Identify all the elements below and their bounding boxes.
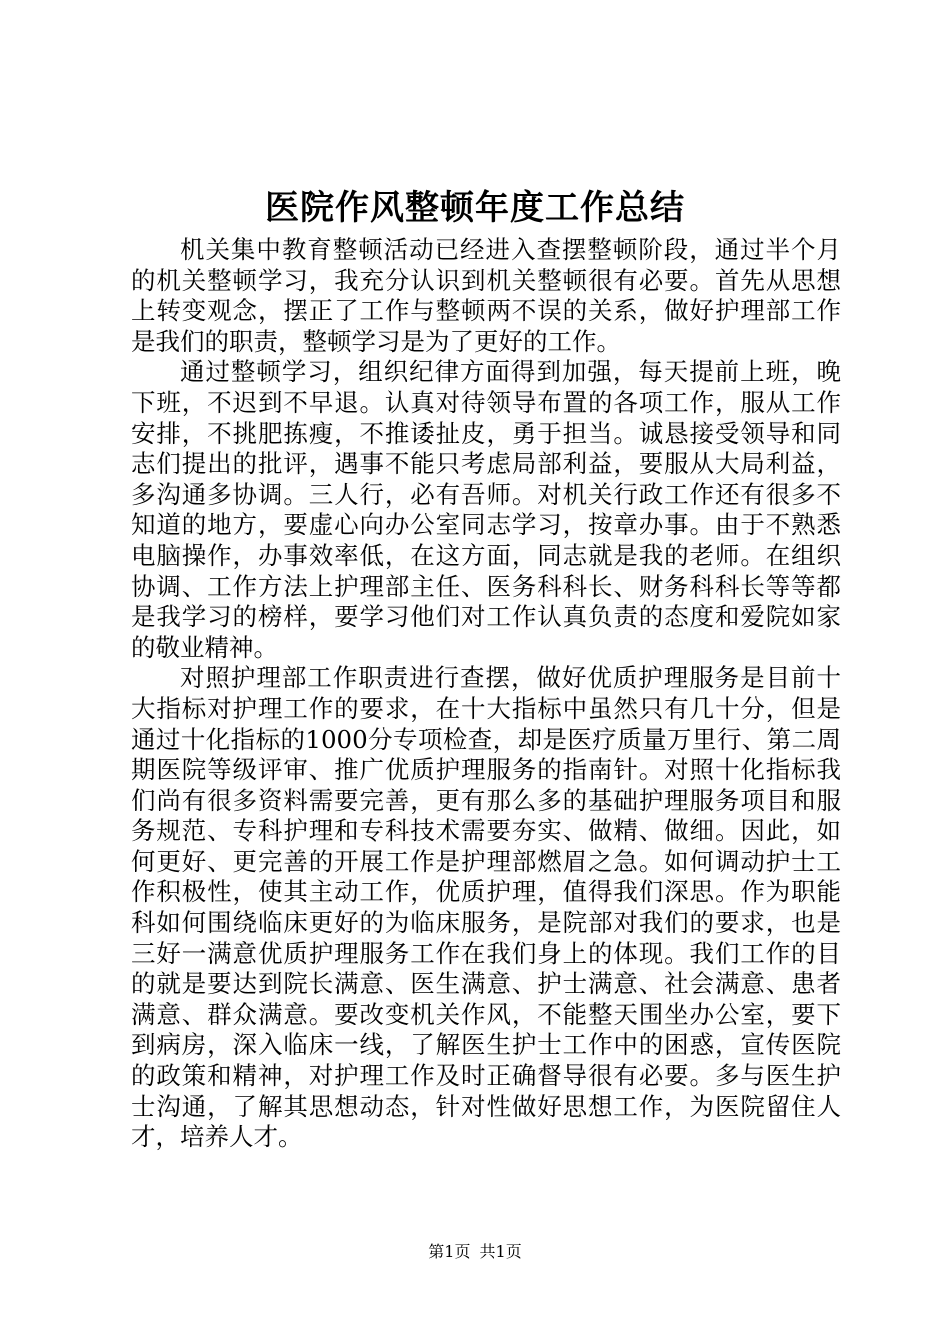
document-title: 医院作风整顿年度工作总结 xyxy=(265,188,685,228)
page-number: 第1页 xyxy=(428,1242,471,1261)
page-total: 共1页 xyxy=(479,1242,522,1261)
document-body xyxy=(131,235,841,1153)
paragraph-2: 通过整顿学习，组织纪律方面得到加强，每天提前上班，晚下班，不迟到不早退。认真对待领导布置的各项工作，服从工作安排，不挑肥拣瘦，不推诿扯皮，勇于担当。诚恳接受领导和同志们提出的批评，遇事不能只考虑局部利益，要服从大局利益，多沟通多协调。三人行，必有吾师。对机关行政工作还有很多不知道的地方，要虚心向办公室同志学习，按章办事。由于不熟悉电脑操作，办事效率低，在这方面，同志就是我的老师。在组织协调、工作方法上护理部主任、医务科科长、财务科科长等等都是我学习的榜样，要学习他们对工作认真负责的态度和爱院如家的敬业精神。 xyxy=(131,357,841,662)
paragraph-1: 机关集中教育整顿活动已经进入查摆整顿阶段，通过半个月的机关整顿学习，我充分认识到机关整顿很有必要。首先从思想上转变观念，摆正了工作与整顿两不误的关系，做好护理部工作是我们的职责，整顿学习是为了更好的工作。 xyxy=(131,235,841,356)
page-footer xyxy=(0,1240,950,1264)
paragraph-3: 对照护理部工作职责进行查摆，做好优质护理服务是目前十大指标对护理工作的要求，在十大指标中虽然只有几十分，但是通过十化指标的1000分专项检查，却是医疗质量万里行、第二周期医院等级评审、推广优质护理服务的指南针。对照十化指标我们尚有很多资料需要完善，更有那么多的基础护理服务项目和服务规范、专科护理和专科技术需要夯实、做精、做细。因此，如何更好、更完善的开展工作是护理部燃眉之急。如何调动护士工作积极性，使其主动工作，优质护理，值得我们深思。作为职能科如何围绕临床更好的为临床服务，是院部对我们的要求，也是三好一满意优质护理服务工作在我们身上的体现。我们工作的目的就是要达到院长满意、医生满意、护士满意、社会满意、患者满意、群众满意。要改变机关作风，不能整天围坐办公室，要下到病房，深入临床一线，了解医生护士工作中的困惑，宣传医院的政策和精神，对护理工作及时正确督导很有必要。多与医生护士沟通，了解其思想动态，针对性做好思想工作，为医院留住人才，培养人才。 xyxy=(131,663,841,1152)
